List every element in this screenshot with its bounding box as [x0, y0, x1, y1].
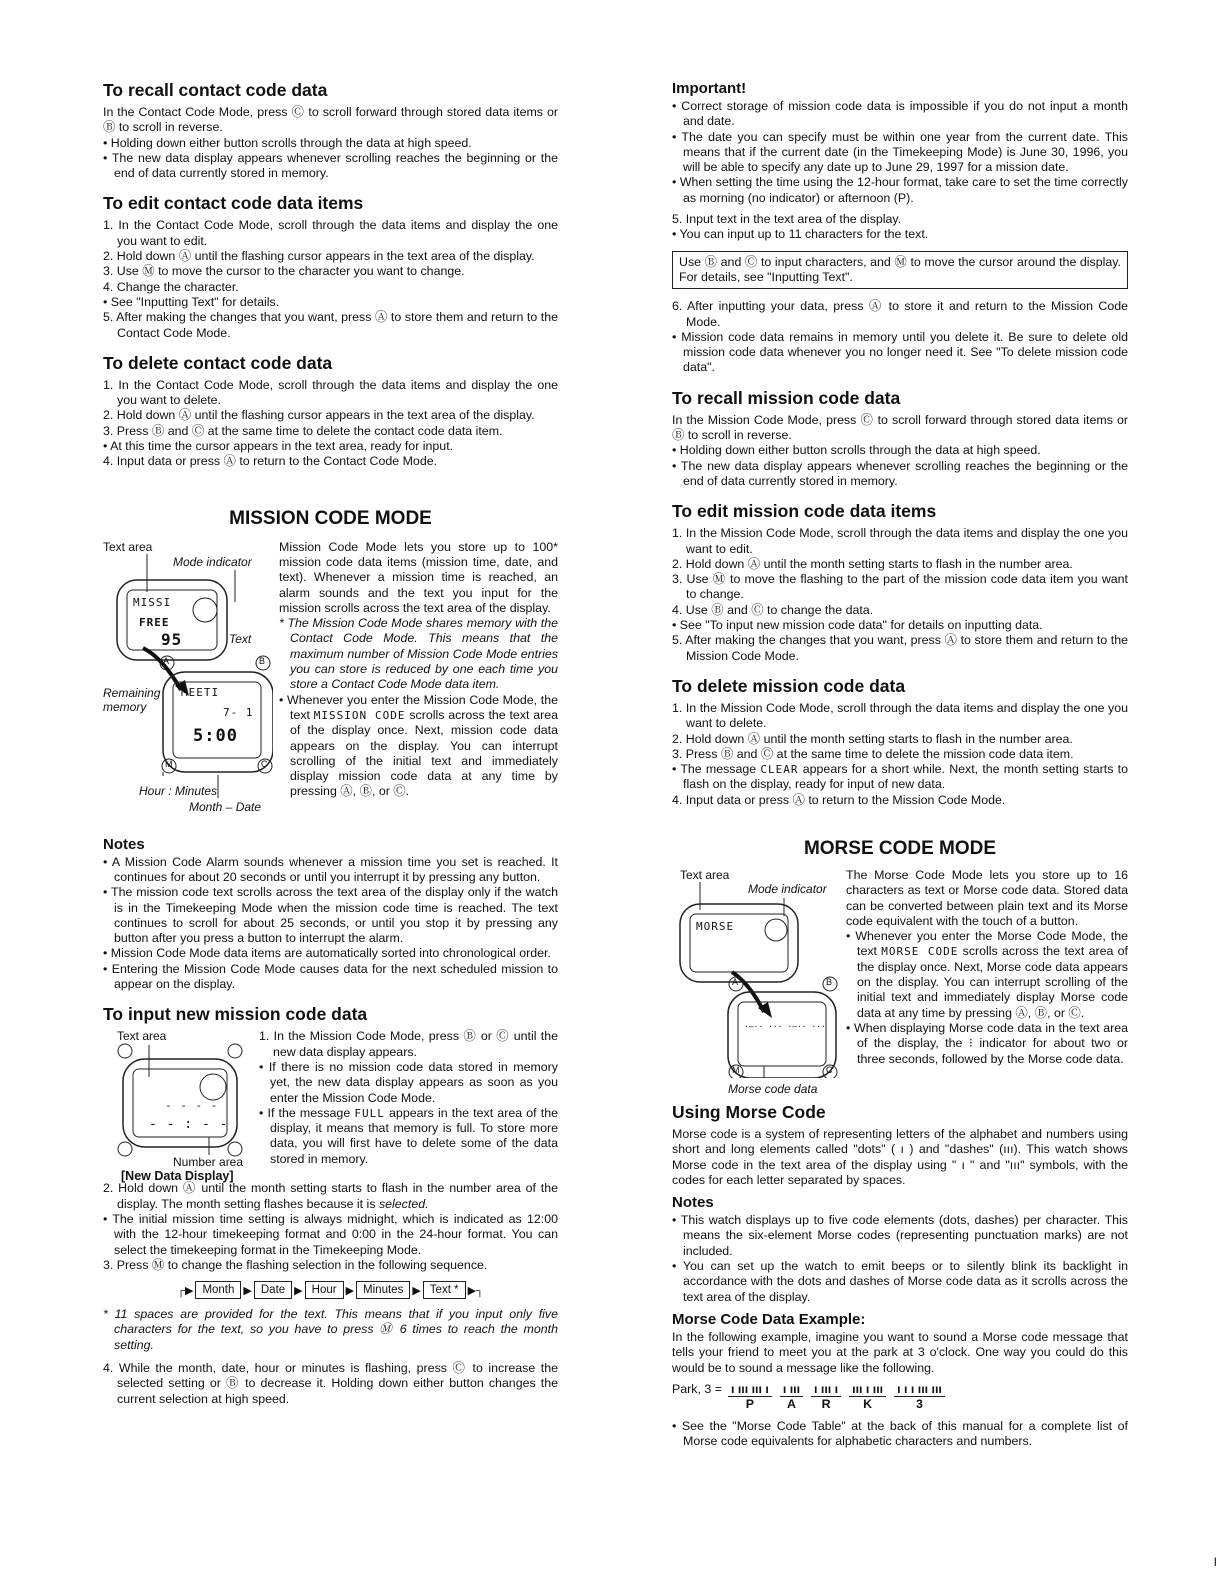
list-item	[846, 929, 1128, 1021]
lcd-code-text: MISSION CODE	[313, 708, 406, 722]
list-item: • Mission code data remains in memory until you delete it. Be sure to delete old mission code data whenever you no longer need it. See "To delete mission code data".	[672, 329, 1128, 375]
arrow-icon: ▶	[345, 1284, 355, 1297]
section-title: Morse Code Data Example:	[672, 1310, 866, 1328]
watch-diagram	[103, 1037, 253, 1157]
button-m-icon	[118, 1142, 132, 1156]
lcd-remaining: 95	[161, 629, 183, 649]
delete-contact-section	[103, 353, 558, 470]
button-a-label: A	[732, 976, 739, 987]
list-item: • See "To input new mission code data" for details on inputting data.	[672, 618, 1043, 633]
footnote: * The Mission Code Mode shares memory with the Contact Code Mode. This means that the maximum number of Mission Code Mode entries you can store is reduced by one each time you store a Contact Code Mode data item.	[279, 616, 558, 692]
sequence-step: Minutes	[356, 1281, 410, 1299]
list-item: 5. After making the changes that you want, press Ⓐ to store them and return to the Contact Code Mode.	[103, 310, 558, 340]
arrow-icon: ▶	[243, 1284, 252, 1297]
tip-box	[672, 251, 1128, 290]
list-item: • If there is no mission code data stored in memory yet, the new data display appears as soon as you enter the Mission Code Mode.	[259, 1059, 558, 1105]
morse-letter: 3	[916, 1396, 923, 1411]
month-date-label: Month – Date	[189, 799, 262, 814]
list-item: • The mission code text scrolls across the text area of the display only if the watch is in the Timekeeping Mode when the mission code time is reached. The text continues to scroll for about 25 seconds, or until you stop it by pressing any button after you press a button to interrupt the alarm.	[103, 885, 558, 946]
paragraph: In the Contact Code Mode, press Ⓒ to scroll forward through stored data items or Ⓑ to scroll in reverse.	[103, 105, 558, 135]
hour-minutes-label: Hour : Minutes	[139, 783, 218, 798]
lcd-text-2: MEETI	[181, 685, 220, 699]
button-c-label: C	[826, 1064, 833, 1075]
list-item: • The new data display appears whenever scrolling reaches the beginning or the end of data currently stored in memory.	[103, 150, 558, 181]
list-item: 3. Press Ⓑ and Ⓒ at the same time to delete the mission code data item.	[672, 746, 1074, 761]
lcd-time-dashes: - - : - -	[149, 1117, 229, 1133]
list-item: 4. Use Ⓑ and Ⓒ to change the data.	[672, 602, 874, 617]
watch-diagram	[103, 540, 273, 830]
list-item: • At this time the cursor appears in the text area, ready for input.	[103, 439, 454, 454]
list-item: • A Mission Code Alarm sounds whenever a mission time you set is reached. It continues for about 20 seconds or until you interrupt it by pressing any button.	[103, 854, 558, 884]
list-item: • See the "Morse Code Table" at the back of this manual for a complete list of Morse code equivalents for alphabetic characters and numbers.	[672, 1418, 1128, 1449]
section-title: To recall mission code data	[672, 387, 901, 408]
text-fragment: appears for a short while. Next, the month setting starts to flash on the display, ready for input of new data.	[683, 762, 1128, 792]
list-item	[103, 1181, 558, 1212]
list-item: • This watch displays up to five code elements (dots, dashes) per character. This means the six-element Morse codes (representing punctuation marks) are not included.	[672, 1213, 1128, 1258]
button-m-label: M	[165, 758, 173, 769]
paragraph: Morse code is a system of representing letters of the alphabet and numbers using short and long elements called "dots" ( ı ) and "dashes" (ııı). This watch shows Morse code in the text area of the display using " ı " and "ııı" symbols, with the codes for each letter separated by spaces.	[672, 1126, 1128, 1187]
section-title: Notes	[672, 1194, 714, 1212]
list-item: • The date you can specify must be within one year from the current date. This means that if the current date (in the Timekeeping Mode) is June 30, 1996, you will be able to specify any date up to June 29, 1997 for a mission date.	[672, 129, 1128, 175]
list-item: 4. Change the character.	[103, 279, 239, 294]
text-fragment: 2. Hold down Ⓐ until the month setting starts to flash in the number area of the display. The month setting flashes because it is	[103, 1181, 558, 1211]
list-item	[259, 1106, 558, 1167]
morse-code: ı ııı ı	[811, 1382, 841, 1397]
morse-group	[728, 1382, 772, 1411]
tip-text: Use Ⓑ and Ⓒ to input characters, and Ⓜ to move the cursor around the display. For details, see "Inputting Text".	[679, 254, 1121, 284]
footnote: * 11 spaces are provided for the text. This means that if you input only five characters for the text, so you have to press Ⓜ 6 times to reach the month setting.	[103, 1307, 558, 1352]
new-data-figure	[103, 1029, 253, 1184]
figure-caption: [New Data Display]	[121, 1169, 234, 1184]
input-new-text	[259, 1029, 558, 1179]
paragraph: In the following example, imagine you want to sound a Morse code message that tells your friend to meet you at the park at 3 o'clock. One way you could do this would be to sound a message like the following.	[672, 1329, 1128, 1375]
lcd-code-text: MORSE CODE	[881, 945, 959, 959]
lcd-text: MORSE	[696, 919, 735, 933]
list-item: • Entering the Mission Code Mode causes data for the next scheduled mission to appear on the display.	[103, 961, 558, 992]
mode-indicator-label: Mode indicator	[748, 881, 827, 896]
watch-diagram	[672, 868, 840, 1078]
list-item	[279, 693, 558, 800]
arrow-icon: ┌▶	[177, 1284, 194, 1297]
paragraph: Mission Code Mode lets you store up to 100* mission code data items (mission time, date, and text). Whenever a mission time is reached, an alarm sounds and the text you input for the mission scrolls across the text area of the display.	[279, 539, 558, 615]
list-item: 2. Hold down Ⓐ until the flashing cursor appears in the text area of the display.	[103, 249, 535, 264]
list-item: 2. Hold down Ⓐ until the flashing cursor appears in the text area of the display.	[103, 408, 535, 423]
list-item: • See "Inputting Text" for details.	[103, 294, 280, 309]
morse-example	[672, 1382, 1128, 1411]
section-title: To delete contact code data	[103, 352, 333, 373]
delete-mission-section	[672, 676, 1128, 808]
morse-letter: P	[745, 1396, 754, 1411]
mode-indicator-label: Mode indicator	[173, 554, 252, 569]
arrow-icon: ▶	[294, 1284, 303, 1297]
button-b-label: B	[259, 655, 266, 666]
list-item: 1. In the Contact Code Mode, scroll through the data items and display the one you want to delete.	[103, 377, 558, 408]
mode-title: MORSE CODE MODE	[803, 837, 997, 859]
section-title: Notes	[103, 835, 145, 853]
notes-section	[103, 836, 558, 993]
lcd-morse: ·–·· ··· ·–·· ···	[744, 1021, 826, 1031]
text-fragment: • Whenever you enter the Mission Code Mode, the text	[279, 692, 558, 722]
list-item: 1. In the Mission Code Mode, press Ⓑ or Ⓒ until the new data display appears.	[259, 1029, 558, 1059]
mission-watch-figure	[103, 540, 273, 830]
sequence-step: Month	[195, 1281, 241, 1299]
morse-example-label: Park, 3 =	[672, 1381, 722, 1396]
list-item: • When setting the time using the 12-hour format, take care to set the time correctly as morning (no indicator) or afternoon (P).	[672, 175, 1128, 205]
list-item: • Correct storage of mission code data is impossible if you do not input a month and date.	[672, 99, 1128, 129]
edit-contact-section	[103, 193, 558, 340]
button-m-label: M	[732, 1064, 740, 1075]
morse-groups	[728, 1382, 945, 1411]
section-title: Important!	[672, 80, 747, 97]
recall-contact-section	[103, 80, 558, 181]
morse-group	[849, 1382, 886, 1411]
list-item: 1. In the Contact Code Mode, scroll through the data items and display the one you want to edit.	[103, 218, 558, 248]
morse-watch-figure	[672, 868, 840, 1098]
button-a-label: A	[163, 655, 170, 666]
section-title: Using Morse Code	[672, 1101, 826, 1122]
arrow-icon: ▶┐	[467, 1284, 484, 1297]
list-item: 3. Press Ⓑ and Ⓒ at the same time to delete the contact code data item.	[103, 423, 503, 438]
list-item: • You can input up to 11 characters for the text.	[672, 227, 929, 242]
list-item: 2. Hold down Ⓐ until the month setting starts to flash in the number area.	[672, 556, 1073, 571]
list-item: 3. Press Ⓜ to change the flashing selection in the following sequence.	[103, 1257, 488, 1272]
lcd-free: FREE	[139, 615, 170, 629]
paragraph: In the Mission Code Mode, press Ⓒ to scroll forward through stored data items or Ⓑ to scroll in reverse.	[672, 412, 1128, 443]
list-item: 5. After making the changes that you want, press Ⓐ to store them and return to the Mission Code Mode.	[672, 633, 1128, 663]
lcd-date-2: 7- 1	[223, 705, 254, 719]
lcd-dashes: - - - -	[165, 1099, 219, 1113]
sequence-step: Hour	[305, 1281, 344, 1299]
text-area-label: Text area	[103, 539, 153, 554]
morse-group	[780, 1382, 803, 1411]
morse-letter: R	[821, 1396, 831, 1411]
recall-mission-section	[672, 388, 1128, 489]
list-item: 1. In the Mission Code Mode, scroll through the data items and display the one you want to delete.	[672, 700, 1128, 731]
using-morse-section	[672, 1102, 1128, 1188]
morse-code-data-label: Morse code data	[728, 1081, 818, 1096]
text-fragment: • If the message	[259, 1105, 355, 1120]
morse-code: ı ı ı ııı ııı	[894, 1382, 945, 1397]
sequence-step: Date	[254, 1281, 292, 1299]
list-item: • The initial mission time setting is always midnight, which is indicated as 12:00 with the 12-hour timekeeping format and 0:00 in the 24-hour format. You can select the timekeeping format in the Timekeeping Mode.	[103, 1211, 558, 1257]
morse-letter: K	[863, 1396, 873, 1411]
list-item: 2. Hold down Ⓐ until the month setting starts to flash in the number area.	[672, 731, 1073, 746]
text-area-label: Text area	[117, 1029, 167, 1044]
lcd-code-text: FULL	[354, 1106, 385, 1120]
list-item: 5. Input text in the text area of the display.	[672, 212, 902, 227]
sequence-step: Text *	[423, 1281, 466, 1299]
morse-group	[811, 1382, 841, 1411]
mission-mode-text	[279, 540, 558, 830]
morse-code: ı ııı ııı ı	[728, 1382, 772, 1397]
list-item: 6. After inputting your data, press Ⓐ to store it and return to the Mission Code Mode.	[672, 299, 1128, 329]
section-title: To input new mission code data	[103, 1004, 368, 1025]
text-fragment: appears in the text area of the display, it means that memory is full. To store more data, you will first have to delete some of the data stored in memory.	[270, 1105, 558, 1166]
paragraph: The Morse Code Mode lets you store up to 16 characters as text or Morse code data. Stored data can be converted between plain text and its Morse code equivalent with the touch of a button.	[846, 867, 1128, 928]
lcd-code-text: CLEAR	[760, 763, 799, 777]
button-c-label: C	[261, 758, 268, 769]
selection-sequence	[103, 1281, 558, 1299]
button-c-icon	[228, 1142, 242, 1156]
page-number: I	[1213, 1555, 1217, 1569]
morse-mode-text	[846, 868, 1128, 1098]
section-title: To edit contact code data items	[103, 193, 364, 214]
number-area-label: Number area	[173, 1155, 244, 1170]
mission-mode-section	[103, 508, 558, 830]
list-item: • You can set up the watch to emit beeps or to silently blink its backlight in accordance with the dots and dashes of Morse code data as it scrolls across the text area of the display.	[672, 1259, 1128, 1304]
text-fragment: selected.	[378, 1196, 429, 1211]
button-b-label: B	[826, 976, 833, 987]
list-item: • The new data display appears whenever scrolling reaches the beginning or the end of data currently stored in memory.	[672, 458, 1128, 488]
section-title: To edit mission code data items	[672, 501, 937, 522]
important-section	[672, 80, 1128, 376]
text-fragment: • The message	[672, 762, 761, 777]
list-item: 4. Input data or press Ⓐ to return to the Contact Code Mode.	[103, 454, 438, 469]
text-label: Text	[229, 631, 252, 646]
list-item: • Holding down either button scrolls through the data at high speed.	[672, 443, 1041, 458]
left-column	[103, 80, 558, 1407]
list-item: • Holding down either button scrolls through the data at high speed.	[103, 135, 472, 150]
input-new-section	[103, 1004, 558, 1407]
text-fragment: scrolls across the text area of the display once. Next, mission code data appears on the display. You can interrupt scrolling of the initial text and immediately display mission code data at any time by pressing Ⓐ, Ⓑ, or Ⓒ.	[290, 707, 558, 799]
list-item: 4. Input data or press Ⓐ to return to the Mission Code Mode.	[672, 792, 1006, 807]
arrow-icon: ▶	[412, 1284, 421, 1297]
remaining-label: Remaining	[103, 685, 161, 700]
list-item: 1. In the Mission Code Mode, scroll through the data items and display the one you want to edit.	[672, 526, 1128, 556]
edit-mission-section	[672, 501, 1128, 664]
section-title: To recall contact code data	[103, 80, 328, 100]
list-item: • When displaying Morse code data in the text area of the display, the ⁝ indicator for about two or three seconds, followed by the Morse code data.	[846, 1020, 1128, 1066]
list-item: 3. Use Ⓜ to move the flashing to the part of the mission code data item you want to change.	[672, 572, 1128, 602]
right-column	[672, 80, 1128, 1449]
button-b-icon	[228, 1044, 242, 1058]
button-a-icon	[118, 1044, 132, 1058]
morse-letter: A	[786, 1396, 796, 1411]
memory-label: memory	[103, 699, 147, 714]
list-item: 4. While the month, date, hour or minutes is flashing, press Ⓒ to increase the selected setting or Ⓑ to decrease it. Holding down either button changes the current selection at high speed.	[103, 1360, 558, 1406]
text-area-label: Text area	[680, 867, 730, 882]
lcd-text: MISSI	[133, 595, 172, 609]
morse-code: ııı ı ııı	[849, 1382, 886, 1397]
morse-code: ı ııı	[780, 1382, 803, 1397]
list-item: 3. Use Ⓜ to move the cursor to the character you want to change.	[103, 264, 465, 279]
text-fragment: • Whenever you enter the Morse Code Mode, the text	[846, 929, 1128, 959]
section-title: To delete mission code data	[672, 675, 906, 696]
list-item	[672, 762, 1128, 793]
morse-example-section	[672, 1311, 1128, 1449]
mode-title: MISSION CODE MODE	[229, 507, 432, 529]
morse-mode-section	[672, 838, 1128, 1098]
morse-notes-section	[672, 1194, 1128, 1305]
morse-group	[894, 1382, 945, 1411]
text-fragment: scrolls across the text area of the display once. Next, Morse code data appears on the display. You can interrupt scrolling of the initial text and immediately display Morse code data at any time by pressing Ⓐ, Ⓑ, or Ⓒ.	[857, 944, 1128, 1020]
lcd-time-2: 5:00	[193, 725, 238, 746]
list-item: • Mission Code Mode data items are automatically sorted into chronological order.	[103, 946, 551, 961]
